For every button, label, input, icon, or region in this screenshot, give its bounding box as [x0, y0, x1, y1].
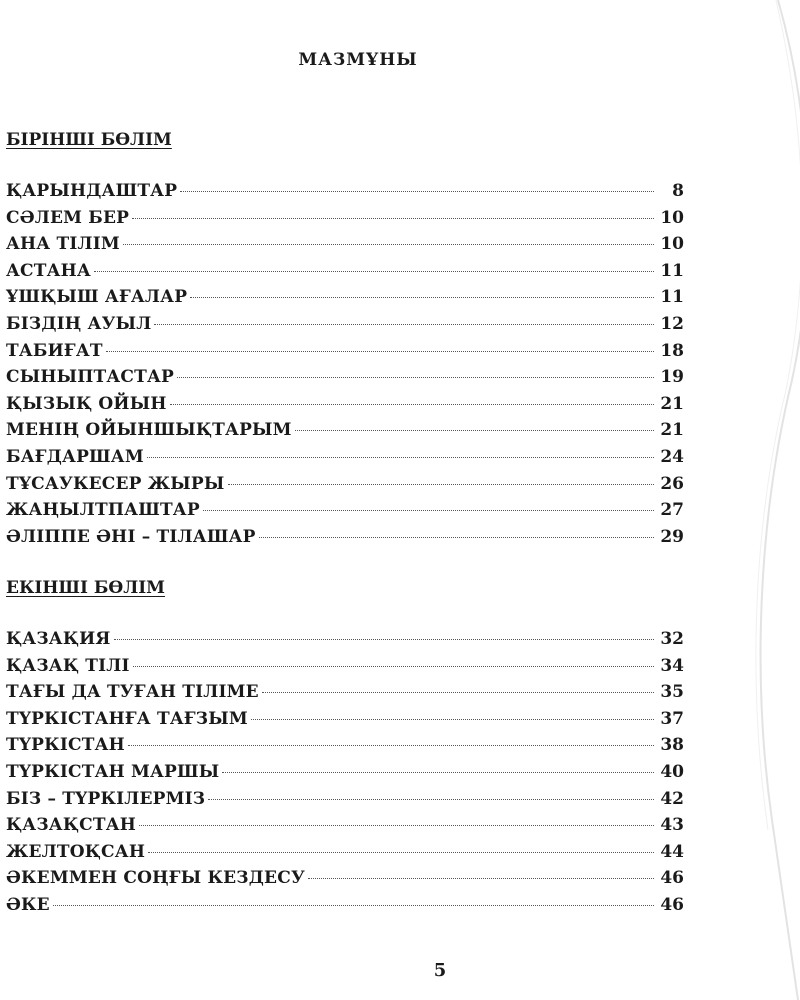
toc-entry-title: СӘЛЕМ БЕР	[6, 207, 130, 228]
toc-entry-page: 27	[660, 500, 684, 521]
page-title: МАЗМҰНЫ	[298, 50, 418, 70]
toc-entry-title: ТҮРКІСТАНҒА ТАҒЗЫМ	[6, 708, 248, 729]
toc-entry[interactable]	[6, 287, 684, 314]
toc-entry-page: 40	[660, 761, 684, 782]
dot-leader	[128, 745, 654, 746]
dot-leader	[132, 218, 654, 219]
toc-entry[interactable]	[6, 735, 684, 762]
toc-entry[interactable]	[6, 261, 684, 288]
toc-entry-title: БАҒДАРШАМ	[6, 446, 144, 467]
toc-entry[interactable]	[6, 367, 684, 394]
toc-entry[interactable]	[6, 447, 684, 474]
toc-entry-page: 38	[660, 735, 684, 756]
toc-entry[interactable]	[6, 762, 684, 789]
toc-entry-page: 32	[660, 629, 684, 649]
toc-entry-page: 44	[660, 841, 684, 862]
section-heading-part-one: БІРІНШІ БӨЛІМ	[6, 130, 172, 150]
dot-leader	[147, 457, 654, 458]
toc-entry[interactable]	[6, 420, 684, 447]
dot-leader	[154, 324, 654, 325]
toc-entry-title: ӘЛІППЕ ӘНІ – ТІЛАШАР	[6, 526, 256, 547]
toc-entry-title: СЫНЫПТАСТАР	[6, 367, 175, 388]
toc-entry[interactable]	[6, 394, 684, 421]
toc-entry-page: 35	[660, 682, 684, 703]
toc-entry[interactable]	[6, 208, 684, 235]
toc-entry-title: БІЗ – ТҮРКІЛЕРМІЗ	[6, 788, 206, 809]
toc-entry-page: 21	[660, 393, 684, 414]
toc-entry[interactable]	[6, 815, 684, 842]
dot-leader	[251, 719, 654, 720]
section-heading-part-two: ЕКІНШІ БӨЛІМ	[6, 578, 166, 598]
toc-entry-page: 43	[660, 815, 684, 836]
toc-entry-title: ҚАЗАҚСТАН	[6, 815, 137, 836]
toc-entry-title: АСТАНА	[6, 260, 91, 281]
dot-leader	[53, 905, 654, 906]
toc-entry[interactable]	[6, 709, 684, 736]
dot-leader	[190, 297, 654, 298]
toc-entry-page: 46	[660, 894, 684, 915]
dot-leader	[228, 484, 654, 485]
toc-entry-page: 8	[672, 181, 684, 201]
toc-entry-title: ТҰСАУКЕСЕР ЖЫРЫ	[6, 473, 225, 494]
dot-leader	[177, 377, 654, 378]
dot-leader	[208, 799, 654, 800]
dot-leader	[139, 825, 654, 826]
toc-entry[interactable]	[6, 181, 684, 208]
toc-entry-title: ТҮРКІСТАН МАРШЫ	[6, 761, 220, 782]
toc-entry[interactable]	[6, 527, 684, 554]
dot-leader	[123, 244, 654, 245]
toc-entry[interactable]	[6, 341, 684, 368]
toc-entry[interactable]	[6, 474, 684, 501]
toc-entry-title: ЖАҢЫЛТПАШТАР	[6, 500, 200, 521]
toc-entry-page: 12	[660, 313, 684, 334]
toc-entry[interactable]	[6, 842, 684, 869]
page-number: 5	[433, 960, 447, 981]
dot-leader	[133, 666, 654, 667]
dot-leader	[262, 692, 654, 693]
toc-entry[interactable]	[6, 682, 684, 709]
toc-entry-title: ТАҒЫ ДА ТУҒАН ТІЛІМЕ	[6, 682, 259, 703]
dot-leader	[148, 852, 654, 853]
dot-leader	[180, 191, 654, 192]
toc-entry-title: ЖЕЛТОҚСАН	[6, 841, 146, 862]
toc-entry-page: 21	[660, 420, 684, 441]
toc-entry-title: ӘКЕММЕН СОҢҒЫ КЕЗДЕСУ	[6, 868, 305, 889]
toc-entry-title: ТАБИҒАТ	[6, 340, 103, 361]
toc-entry-title: ҰШҚЫШ АҒАЛАР	[6, 287, 188, 308]
toc-entry-page: 37	[660, 708, 684, 729]
toc-entry-title: ҚАРЫНДАШТАР	[6, 181, 178, 201]
toc-entry-title: ҚЫЗЫҚ ОЙЫН	[6, 393, 167, 414]
toc-entry[interactable]	[6, 234, 684, 261]
dot-leader	[170, 404, 654, 405]
dot-leader	[106, 351, 654, 352]
toc-entry[interactable]	[6, 314, 684, 341]
toc-entry-title: ТҮРКІСТАН	[6, 735, 125, 756]
toc-entry-title: МЕНІҢ ОЙЫНШЫҚТАРЫМ	[6, 420, 292, 441]
dot-leader	[94, 271, 654, 272]
toc-entry[interactable]	[6, 656, 684, 683]
toc-entry[interactable]	[6, 868, 684, 895]
dot-leader	[114, 639, 654, 640]
toc-entry-page: 34	[660, 655, 684, 676]
toc-entry-title: АНА ТІЛІМ	[6, 234, 120, 255]
toc-entry-page: 11	[660, 287, 684, 308]
toc-list-part-one	[6, 181, 684, 553]
dot-leader	[222, 772, 654, 773]
toc-entry-page: 42	[660, 788, 684, 809]
toc-entry-page: 10	[660, 234, 684, 255]
dot-leader	[295, 430, 654, 431]
dot-leader	[259, 537, 654, 538]
toc-entry[interactable]	[6, 895, 684, 922]
toc-entry[interactable]	[6, 789, 684, 816]
toc-entry[interactable]	[6, 629, 684, 656]
toc-entry-page: 10	[660, 207, 684, 228]
dot-leader	[203, 510, 654, 511]
toc-entry-page: 19	[660, 367, 684, 388]
toc-entry-title: ҚАЗАҚ ТІЛІ	[6, 655, 130, 676]
toc-entry-page: 46	[660, 868, 684, 889]
toc-entry-page: 18	[660, 340, 684, 361]
dot-leader	[308, 878, 654, 879]
toc-entry-title: ӘКЕ	[6, 894, 50, 915]
toc-entry-page: 29	[660, 526, 684, 547]
toc-entry-page: 26	[660, 473, 684, 494]
toc-list-part-two	[6, 629, 684, 922]
toc-entry-page: 11	[660, 260, 684, 281]
toc-entry-title: БІЗДІҢ АУЫЛ	[6, 313, 152, 334]
toc-entry-title: ҚАЗАҚИЯ	[6, 629, 111, 649]
toc-entry[interactable]	[6, 500, 684, 527]
toc-entry-page: 24	[660, 446, 684, 467]
